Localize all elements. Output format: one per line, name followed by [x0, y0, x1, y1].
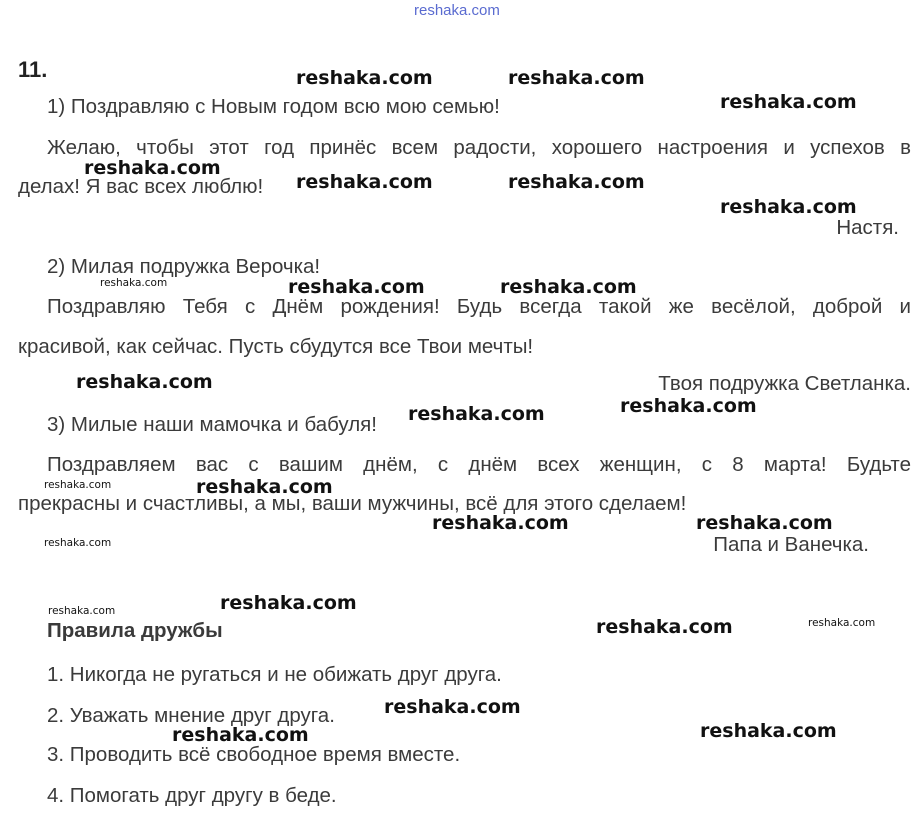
watermark: reshaka.com — [44, 537, 112, 549]
watermark: reshaka.com — [808, 617, 876, 629]
watermark: reshaka.com — [720, 196, 857, 218]
watermark: reshaka.com — [508, 171, 645, 193]
watermark: reshaka.com — [196, 476, 333, 498]
watermark: reshaka.com — [384, 696, 521, 718]
watermark: reshaka.com — [596, 616, 733, 638]
task-number: 11. — [18, 57, 48, 82]
watermark: reshaka.com — [296, 171, 433, 193]
greeting-1-line-1: Желаю, чтобы этот год принёс всем радости, хорошего настроения и успехов в — [47, 136, 911, 159]
watermark: reshaka.com — [620, 395, 757, 417]
watermark: reshaka.com — [76, 371, 213, 393]
watermark: reshaka.com — [172, 724, 309, 746]
rules-heading: Правила дружбы — [47, 619, 223, 642]
watermark: reshaka.com — [432, 512, 569, 534]
watermark: reshaka.com — [84, 157, 221, 179]
greeting-2-line-2: красивой, как сейчас. Пусть сбудутся все Твои мечты! — [18, 335, 534, 358]
greeting-2-signature: Твоя подружка Светланка. — [658, 372, 911, 395]
watermark: reshaka.com — [288, 276, 425, 298]
rules-item-1: 1. Никогда не ругаться и не обижать друг друга. — [47, 663, 502, 686]
watermark: reshaka.com — [700, 720, 837, 742]
greeting-3-signature: Папа и Ванечка. — [713, 533, 869, 556]
greeting-3-line-2: прекрасны и счастливы, а мы, ваши мужчины, всё для этого сделаем! — [18, 492, 687, 515]
watermark: reshaka.com — [296, 67, 433, 89]
greeting-3-title: 3) Милые наши мамочка и бабуля! — [47, 413, 377, 436]
greeting-2-title: 2) Милая подружка Верочка! — [47, 255, 321, 278]
watermark: reshaka.com — [720, 91, 857, 113]
rules-item-3: 3. Проводить всё свободное время вместе. — [47, 743, 461, 766]
greeting-1-signature: Настя. — [836, 216, 899, 239]
watermark: reshaka.com — [220, 592, 357, 614]
watermark: reshaka.com — [100, 277, 168, 289]
watermark: reshaka.com — [500, 276, 637, 298]
watermark: reshaka.com — [48, 605, 116, 617]
rules-item-4: 4. Помогать друг другу в беде. — [47, 784, 337, 807]
watermark: reshaka.com — [44, 479, 112, 491]
watermark: reshaka.com — [696, 512, 833, 534]
watermark: reshaka.com — [508, 67, 645, 89]
greeting-2-line-1: Поздравляю Тебя с Днём рождения! Будь всегда такой же весёлой, доброй и — [47, 295, 911, 318]
rules-item-2: 2. Уважать мнение друг друга. — [47, 704, 335, 727]
greeting-3-line-1: Поздравляем вас с вашим днём, с днём всех женщин, с 8 марта! Будьте — [47, 453, 911, 476]
watermark: reshaka.com — [408, 403, 545, 425]
greeting-1-line-2: делах! Я вас всех люблю! — [18, 175, 264, 198]
greeting-1-title: 1) Поздравляю с Новым годом всю мою семью! — [47, 95, 500, 118]
site-link[interactable]: reshaka.com — [414, 2, 500, 19]
